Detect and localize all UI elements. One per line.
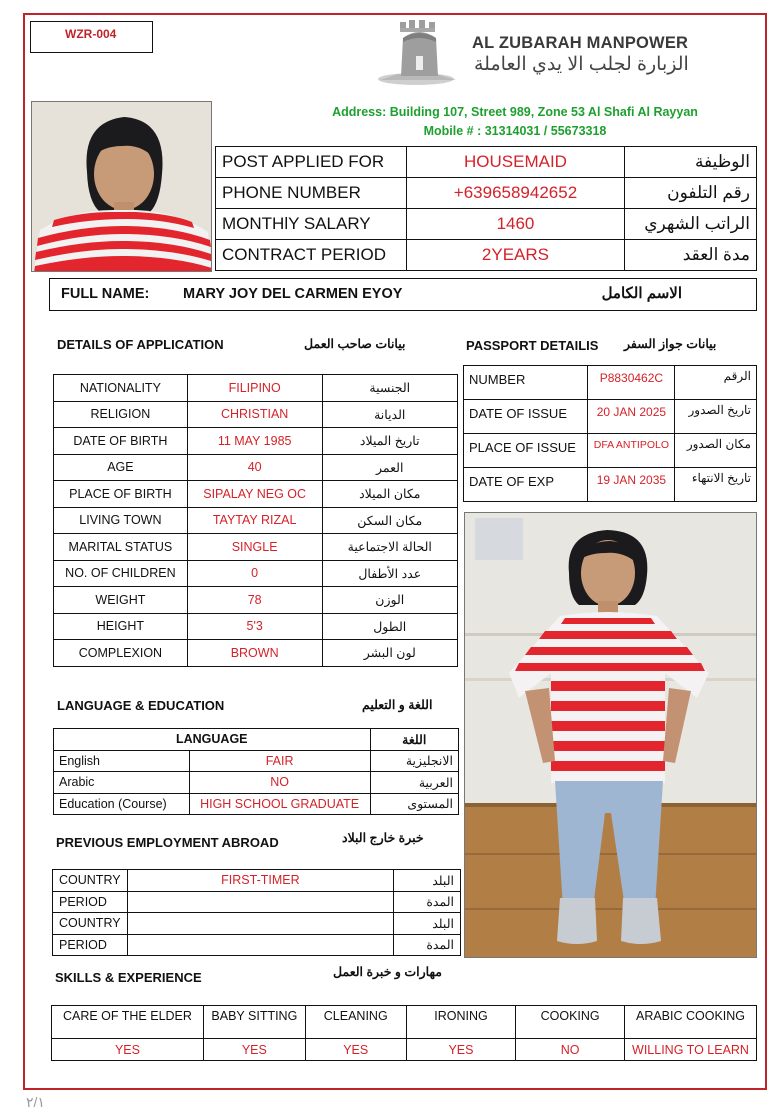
language-value: HIGH SCHOOL GRADUATE: [189, 793, 370, 815]
detail-value: 0: [187, 560, 322, 587]
detail-label-ar: الطول: [322, 613, 458, 640]
table-row: [54, 534, 458, 561]
post-label: POST APPLIED FOR: [216, 147, 407, 178]
skills-label-row: [52, 1006, 757, 1039]
phone-label: PHONE NUMBER: [216, 178, 407, 209]
table-row: [54, 613, 458, 640]
post-label-ar: الوظيفة: [625, 147, 757, 178]
language-label: English: [54, 750, 190, 772]
language-label: Education (Course): [54, 793, 190, 815]
skill-value: YES: [203, 1039, 305, 1061]
contract-row: [216, 240, 757, 271]
reference-code: WZR-004: [30, 21, 153, 53]
language-section-title: LANGUAGE & EDUCATION: [57, 698, 225, 713]
detail-label: AGE: [54, 454, 188, 481]
salary-value: 1460: [406, 209, 624, 240]
detail-value: FILIPINO: [187, 375, 322, 402]
skill-value: NO: [516, 1039, 625, 1061]
detail-value: 78: [187, 587, 322, 614]
previous-employment-title-ar: خبرة خارج البلاد: [342, 831, 424, 845]
passport-value: P8830462C: [588, 366, 675, 400]
company-name-ar: الزبارة لجلب الا يدي العاملة: [474, 54, 689, 75]
applicant-portrait-photo: [31, 101, 212, 272]
detail-label: COMPLEXION: [54, 640, 188, 667]
detail-label-ar: لون البشر: [322, 640, 458, 667]
detail-value: SIPALAY NEG OC: [187, 481, 322, 508]
table-row: [464, 468, 757, 502]
detail-label: LIVING TOWN: [54, 507, 188, 534]
full-name-label-ar: الاسم الكامل: [601, 285, 682, 302]
detail-label-ar: الديانة: [322, 401, 458, 428]
detail-value: SINGLE: [187, 534, 322, 561]
previous-label-ar: البلد: [394, 870, 461, 892]
previous-value: [127, 913, 394, 935]
detail-label: HEIGHT: [54, 613, 188, 640]
previous-label: COUNTRY: [53, 870, 128, 892]
table-row: [464, 400, 757, 434]
table-row: [464, 366, 757, 400]
salary-label: MONTHlY SALARY: [216, 209, 407, 240]
skill-label: BABY SITTING: [203, 1006, 305, 1039]
table-row: [53, 870, 461, 892]
skill-label: IRONING: [406, 1006, 516, 1039]
detail-label: PLACE OF BIRTH: [54, 481, 188, 508]
detail-label-ar: مكان السكن: [322, 507, 458, 534]
language-label-ar: المستوى: [370, 793, 458, 815]
table-row: [54, 587, 458, 614]
previous-value: [127, 891, 394, 913]
full-name-value: MARY JOY DEL CARMEN EYOY: [183, 286, 403, 302]
previous-value: [127, 934, 394, 956]
skill-label: CARE OF THE ELDER: [52, 1006, 204, 1039]
contract-label: CONTRACT PERIOD: [216, 240, 407, 271]
applicant-full-body-photo: [464, 512, 757, 958]
language-label-ar: الانجليزية: [370, 750, 458, 772]
detail-value: 5'3: [187, 613, 322, 640]
salary-row: [216, 209, 757, 240]
phone-value: +639658942652: [406, 178, 624, 209]
language-header-ar: اللغة: [370, 729, 458, 751]
contract-label-ar: مدة العقد: [625, 240, 757, 271]
passport-label-ar: الرقم: [675, 366, 757, 400]
passport-label: PLACE OF ISSUE: [464, 434, 588, 468]
skill-value: YES: [406, 1039, 516, 1061]
post-info-table: [215, 146, 757, 271]
detail-label-ar: مكان الميلاد: [322, 481, 458, 508]
table-row: [54, 428, 458, 455]
skills-table: [51, 1005, 757, 1061]
skill-value: WILLING TO LEARN: [625, 1039, 757, 1061]
table-row: [53, 891, 461, 913]
previous-label-ar: البلد: [394, 913, 461, 935]
passport-label-ar: تاريخ الصدور: [675, 400, 757, 434]
details-section-title-ar: بيانات صاحب العمل: [304, 337, 406, 351]
previous-value: FIRST-TIMER: [127, 870, 394, 892]
table-row: [54, 454, 458, 481]
full-name-bar: [49, 278, 757, 311]
table-row: [54, 750, 459, 772]
table-row: [54, 560, 458, 587]
detail-label-ar: عدد الأطفال: [322, 560, 458, 587]
detail-label-ar: الوزن: [322, 587, 458, 614]
language-header: LANGUAGE: [54, 729, 371, 751]
previous-employment-title: PREVIOUS EMPLOYMENT ABROAD: [56, 835, 279, 850]
table-row: [53, 934, 461, 956]
previous-label: PERIOD: [53, 934, 128, 956]
passport-label-ar: مكان الصدور: [675, 434, 757, 468]
skill-value: YES: [52, 1039, 204, 1061]
skill-label: CLEANING: [305, 1006, 406, 1039]
table-row: [54, 772, 459, 794]
passport-section-title-ar: بيانات جواز السفر: [624, 337, 717, 351]
previous-label-ar: المدة: [394, 891, 461, 913]
passport-label-ar: تاريخ الانتهاء: [675, 468, 757, 502]
detail-label-ar: تاريخ الميلاد: [322, 428, 458, 455]
skill-label: ARABIC COOKING: [625, 1006, 757, 1039]
skills-section-title-ar: مهارات و خبرة العمل: [333, 965, 442, 979]
full-name-label: FULL NAME:: [61, 286, 150, 302]
detail-value: 40: [187, 454, 322, 481]
details-section-title: DETAILS OF APPLICATION: [57, 337, 224, 352]
language-value: FAIR: [189, 750, 370, 772]
salary-label-ar: الراتب الشهري: [625, 209, 757, 240]
application-details-table: [53, 374, 458, 667]
post-row: [216, 147, 757, 178]
table-row: [53, 913, 461, 935]
table-row: [54, 481, 458, 508]
language-header-row: [54, 729, 459, 751]
company-contact: [300, 103, 730, 141]
page-number: ٢/١: [26, 1094, 45, 1110]
detail-value: BROWN: [187, 640, 322, 667]
detail-label-ar: الحالة الاجتماعية: [322, 534, 458, 561]
table-row: [54, 401, 458, 428]
detail-label: MARITAL STATUS: [54, 534, 188, 561]
detail-label-ar: العمر: [322, 454, 458, 481]
detail-label: DATE OF BIRTH: [54, 428, 188, 455]
previous-label: PERIOD: [53, 891, 128, 913]
previous-employment-table: [52, 869, 461, 956]
language-value: NO: [189, 772, 370, 794]
detail-value: TAYTAY RIZAL: [187, 507, 322, 534]
language-table: [53, 728, 459, 815]
skill-label: COOKING: [516, 1006, 625, 1039]
phone-label-ar: رقم التلفون: [625, 178, 757, 209]
skill-value: YES: [305, 1039, 406, 1061]
passport-value: DFA ANTIPOLO: [588, 434, 675, 468]
detail-label: NATIONALITY: [54, 375, 188, 402]
phone-row: [216, 178, 757, 209]
detail-label: WEIGHT: [54, 587, 188, 614]
language-label: Arabic: [54, 772, 190, 794]
passport-section-title: PASSPORT DETAILIS: [466, 338, 599, 353]
detail-label-ar: الجنسية: [322, 375, 458, 402]
post-value: HOUSEMAID: [406, 147, 624, 178]
skills-value-row: [52, 1039, 757, 1061]
passport-value: 19 JAN 2035: [588, 468, 675, 502]
language-section-title-ar: اللغة و التعليم: [362, 698, 433, 712]
company-mobile: Mobile # : 31314031 / 55673318: [423, 124, 607, 138]
passport-label: DATE OF EXP: [464, 468, 588, 502]
passport-label: NUMBER: [464, 366, 588, 400]
passport-label: DATE OF ISSUE: [464, 400, 588, 434]
company-address: Address: Building 107, Street 989, Zone 53 Al Shafi Al Rayyan: [332, 105, 698, 119]
passport-details-table: [463, 365, 757, 502]
language-label-ar: العربية: [370, 772, 458, 794]
detail-value: 11 MAY 1985: [187, 428, 322, 455]
detail-label: RELIGION: [54, 401, 188, 428]
detail-value: CHRISTIAN: [187, 401, 322, 428]
table-row: [54, 640, 458, 667]
previous-label: COUNTRY: [53, 913, 128, 935]
previous-label-ar: المدة: [394, 934, 461, 956]
table-row: [54, 375, 458, 402]
skills-section-title: SKILLS & EXPERIENCE: [55, 970, 202, 985]
table-row: [54, 507, 458, 534]
table-row: [54, 793, 459, 815]
fort-tower-logo-icon: [376, 18, 462, 88]
table-row: [464, 434, 757, 468]
passport-value: 20 JAN 2025: [588, 400, 675, 434]
company-name-en: AL ZUBARAH MANPOWER: [472, 34, 689, 52]
contract-value: 2YEARS: [406, 240, 624, 271]
detail-label: NO. OF CHILDREN: [54, 560, 188, 587]
